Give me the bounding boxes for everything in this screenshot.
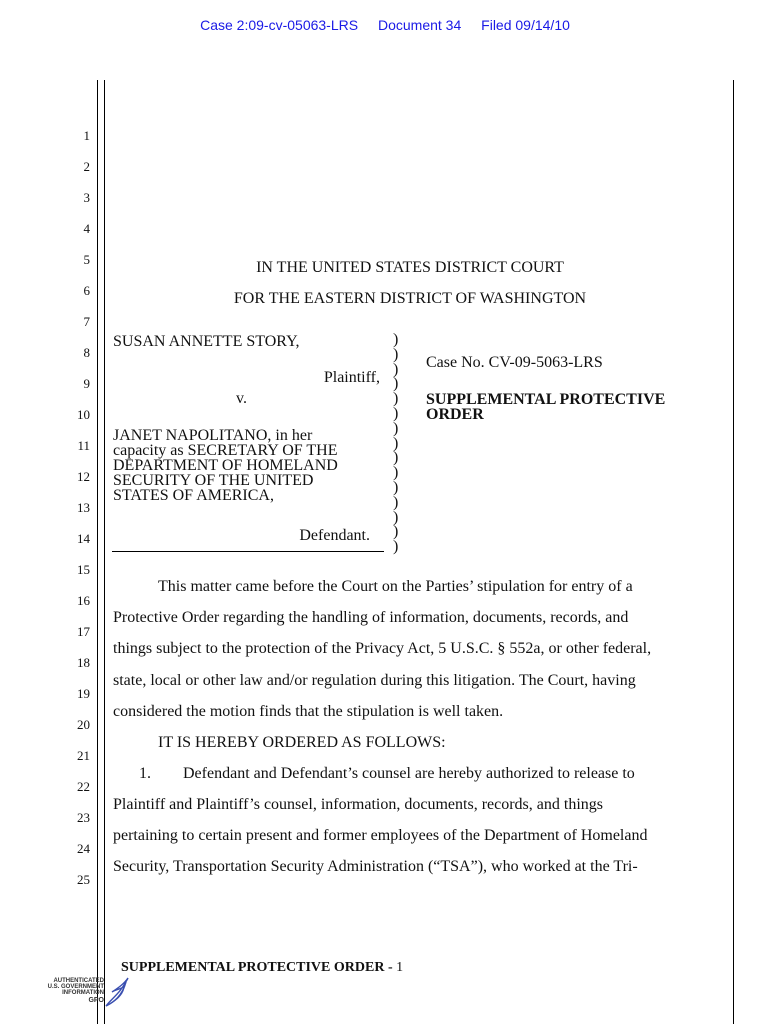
gpo-text-line: U.S. GOVERNMENT	[47, 984, 104, 990]
plaintiff-name: SUSAN ANNETTE STORY,	[113, 333, 300, 350]
body-line: state, local or other law and/or regulation during this litigation. The Court, having	[113, 672, 636, 689]
gpo-text-line: INFORMATION	[62, 990, 104, 996]
body-line: considered the motion finds that the stipulation is well taken.	[113, 703, 504, 720]
left-margin-rule-inner	[104, 80, 105, 1024]
document-number-stamp: Document 34	[377, 17, 462, 33]
line-number: 10	[77, 407, 90, 422]
gpo-text-line: AUTHENTICATED	[53, 978, 104, 984]
line-number: 11	[77, 438, 90, 453]
paren: )	[393, 375, 399, 393]
defendant-role: Defendant.	[299, 527, 370, 544]
line-number: 24	[77, 841, 90, 856]
paren: )	[393, 538, 399, 556]
line-number: 4	[83, 221, 90, 236]
caption-parentheses	[393, 333, 398, 555]
paren: )	[393, 478, 399, 496]
page-footer	[121, 960, 403, 976]
line-number: 3	[83, 190, 90, 205]
page-number: 1	[396, 960, 404, 975]
court-name: IN THE UNITED STATES DISTRICT COURT	[256, 259, 564, 276]
filed-date-stamp: Filed 09/14/10	[481, 17, 570, 33]
paren: )	[393, 331, 399, 348]
paren: )	[393, 404, 399, 422]
defendant-line: capacity as SECRETARY OF THE	[113, 442, 338, 459]
line-number: 9	[83, 376, 90, 391]
line-number: 14	[77, 531, 90, 546]
line-number: 25	[77, 872, 90, 887]
line-number: 16	[77, 593, 90, 608]
line-number: 6	[83, 283, 90, 298]
line-number: 18	[77, 655, 90, 670]
paren: )	[393, 345, 399, 363]
plaintiff-role: Plaintiff,	[323, 369, 380, 386]
body-line: things subject to the protection of the Privacy Act, 5 U.S.C. § 552a, or other federal,	[113, 640, 652, 657]
line-number: 22	[77, 779, 90, 794]
order-title-line2: ORDER	[426, 406, 484, 423]
defendant-line: SECURITY OF THE UNITED	[113, 472, 314, 489]
defendant-line: STATES OF AMERICA,	[113, 487, 274, 504]
left-margin-rule-outer	[97, 80, 98, 1024]
body-line: Plaintiff and Plaintiff’s counsel, information, documents, records, and things	[113, 796, 603, 813]
caption-underline	[112, 551, 384, 552]
body-line: This matter came before the Court on the Parties’ stipulation for entry of a	[158, 578, 633, 595]
line-number: 5	[83, 252, 90, 267]
right-margin-rule	[733, 80, 734, 1024]
body-line: Protective Order regarding the handling of information, documents, records, and	[113, 609, 629, 626]
body-line: pertaining to certain present and former employees of the Department of Homeland	[113, 827, 648, 844]
defendant-line: JANET NAPOLITANO, in her	[113, 427, 313, 444]
paren: )	[393, 434, 399, 452]
paren: )	[393, 419, 399, 437]
line-number: 21	[77, 748, 90, 763]
paren: )	[393, 508, 399, 526]
eagle-seal-icon	[102, 972, 132, 1012]
gpo-text-line: GPO	[88, 997, 104, 1004]
line-number: 2	[83, 159, 90, 174]
line-number: 7	[83, 314, 90, 329]
line-number: 1	[83, 128, 90, 143]
line-number: 20	[77, 717, 90, 732]
line-number: 19	[77, 686, 90, 701]
gpo-authentication-seal	[40, 972, 130, 1012]
filing-header	[0, 17, 770, 33]
line-number: 23	[77, 810, 90, 825]
line-number: 15	[77, 562, 90, 577]
defendant-name-block	[113, 428, 338, 503]
line-number: 8	[83, 345, 90, 360]
paren: )	[393, 464, 399, 482]
paren: )	[393, 493, 399, 511]
paren: )	[393, 360, 399, 378]
line-number: 12	[77, 469, 90, 484]
body-line: Security, Transportation Security Administration (“TSA”), who worked at the Tri-	[113, 858, 638, 875]
paren: )	[393, 449, 399, 467]
order-title-line1: SUPPLEMENTAL PROTECTIVE	[426, 391, 666, 408]
body-line: 1. Defendant and Defendant’s counsel are hereby authorized to release to	[139, 765, 635, 782]
versus: v.	[236, 390, 247, 407]
court-district: FOR THE EASTERN DISTRICT OF WASHINGTON	[233, 290, 587, 307]
paren: )	[393, 390, 399, 408]
footer-title: SUPPLEMENTAL PROTECTIVE ORDER -	[121, 960, 397, 975]
case-number-stamp: Case 2:09-cv-05063-LRS	[200, 17, 359, 33]
line-number: 17	[77, 624, 90, 639]
body-line: IT IS HEREBY ORDERED AS FOLLOWS:	[158, 734, 446, 751]
defendant-line: DEPARTMENT OF HOMELAND	[113, 457, 338, 474]
line-number: 13	[77, 500, 90, 515]
paren: )	[393, 523, 399, 541]
case-number: Case No. CV-09-5063-LRS	[426, 354, 603, 371]
